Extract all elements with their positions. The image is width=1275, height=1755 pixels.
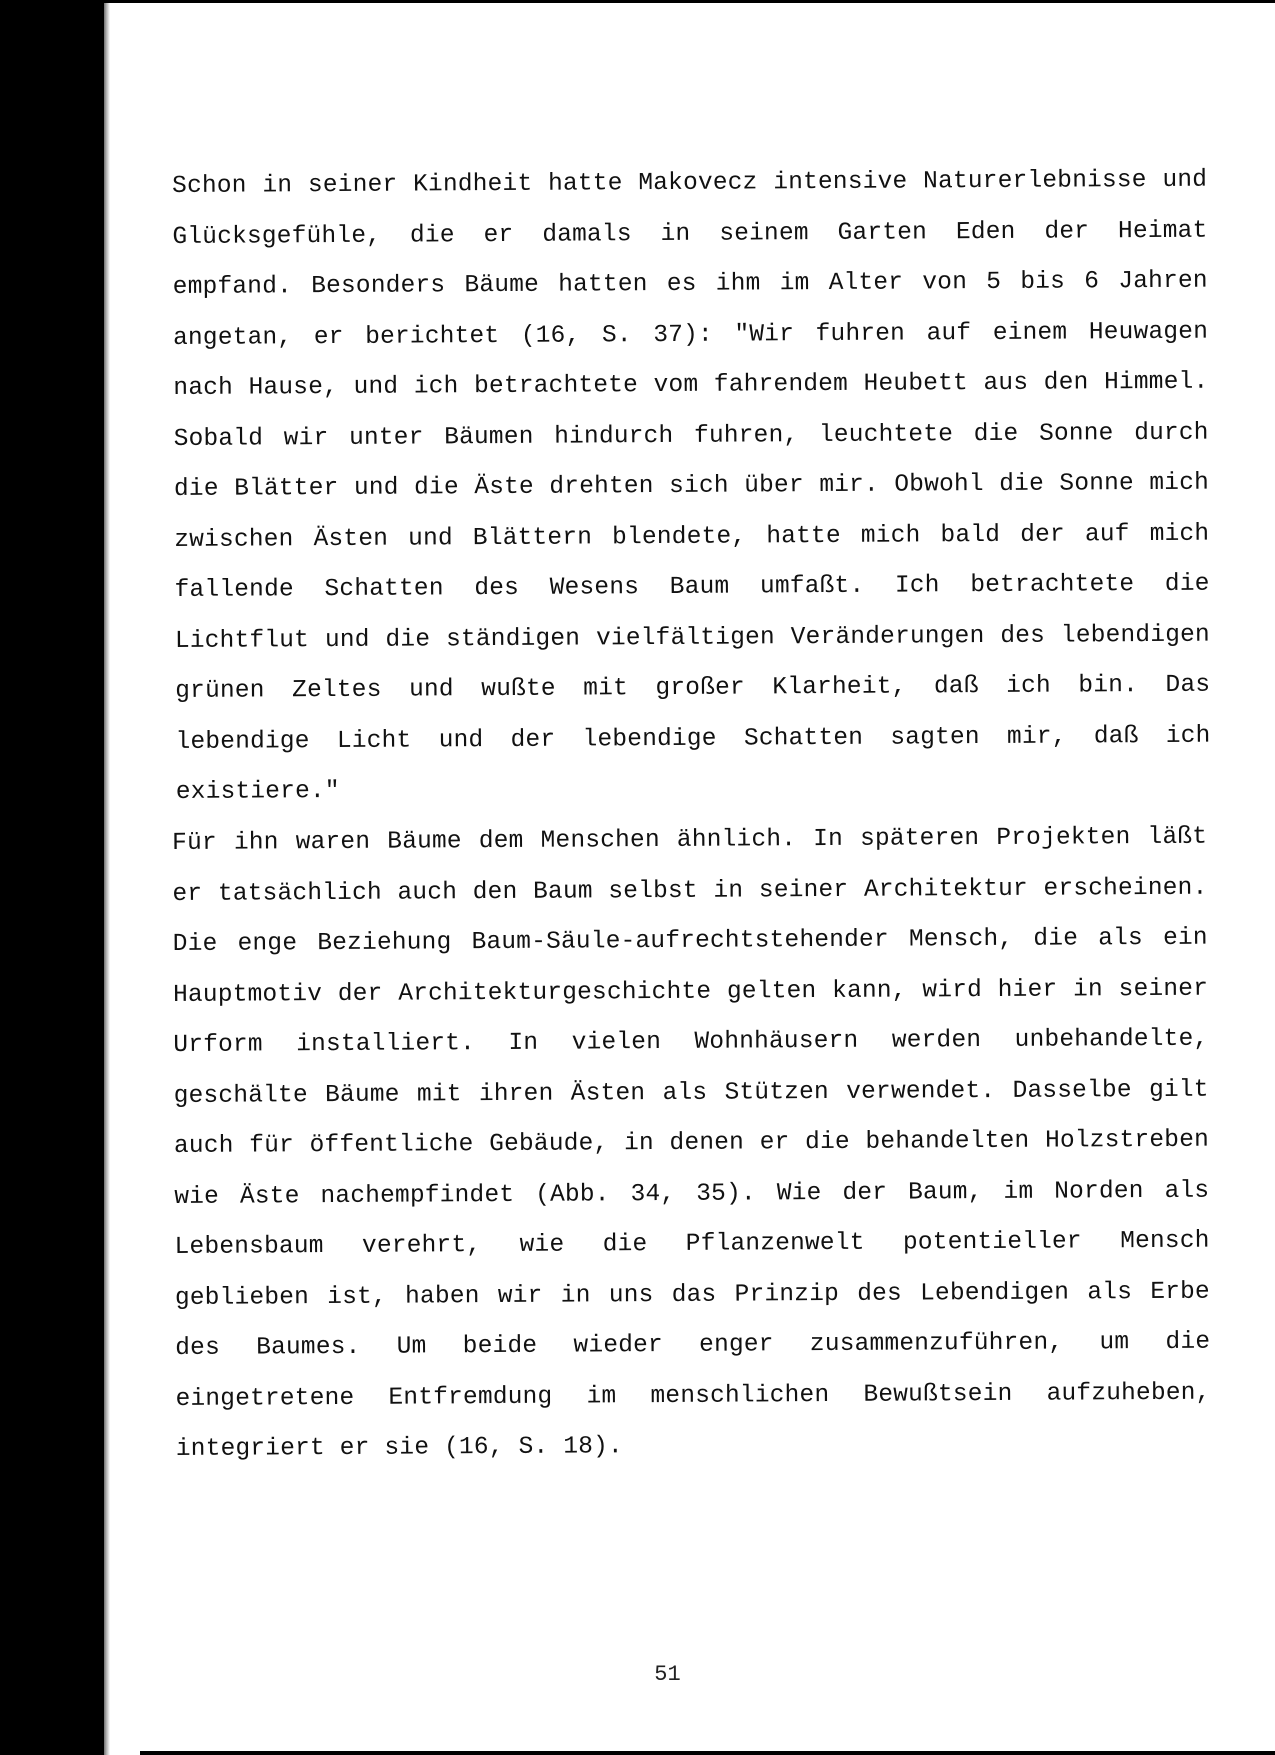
- paragraph-childhood-memory: Schon in seiner Kindheit hatte Makovecz intensive Naturerlebnisse und Glücksgefühle, die er damals in seinem Garten Eden der Heimat empfand. Besonders Bäume hatten es ihm im Alter von 5 bis 6 Jahren angetan, er berichtet (16, S. 37): "Wir fuhren auf einem Heuwagen nach Hause, und ich betrachtete vom fahrendem Heubett aus den Himmel. Sobald wir unter Bäumen hindurch fuhren, leuchtete die Sonne durch die Blätter und die Äste drehten sich über mir. Obwohl die Sonne mich zwischen Ästen und Blättern blendete, hatte mich bald der auf mich fallende Schatten des Wesens Baum umfaßt. Ich betrachtete die Lichtflut und die ständigen vielfältigen Veränderungen des lebendigen grünen Zeltes und wußte mit großer Klarheit, daß ich bin. Das lebendige Licht und der lebendige Schatten sagten mir, daß ich existiere.": [172, 166, 1211, 806]
- paragraph-tree-architecture: Für ihn waren Bäume dem Menschen ähnlich. In späteren Projekten läßt er tatsächlich auch den Baum selbst in seiner Architektur erscheinen. Die enge Beziehung Baum-Säule-aufrechtstehender Mensch, die als ein Hauptmotiv der Architekturgeschichte gelten kann, wird hier in seiner Urform installiert. In vielen Wohnhäusern werden unbehandelte, geschälte Bäume mit ihren Ästen als Stützen verwendet. Dasselbe gilt auch für öffentliche Gebäude, in denen er die behandelten Holzstreben wie Äste nachempfindet (Abb. 34, 35). Wie der Baum, im Norden als Lebensbaum verehrt, wie die Pflanzenwelt potentieller Mensch geblieben ist, haben wir in uns das Prinzip des Lebendigen als Erbe des Baumes. Um beide wieder enger zusammenzuführen, um die eingetretene Entfremdung im menschlichen Bewußtsein aufzuheben, integriert er sie (16, S. 18).: [172, 823, 1211, 1463]
- scan-edge-bottom: [140, 1751, 1275, 1755]
- page-number: 51: [654, 1662, 681, 1687]
- scan-edge-top: [96, 0, 1275, 3]
- body-text: [172, 162, 1211, 1475]
- scan-shadow-left: [0, 0, 104, 1755]
